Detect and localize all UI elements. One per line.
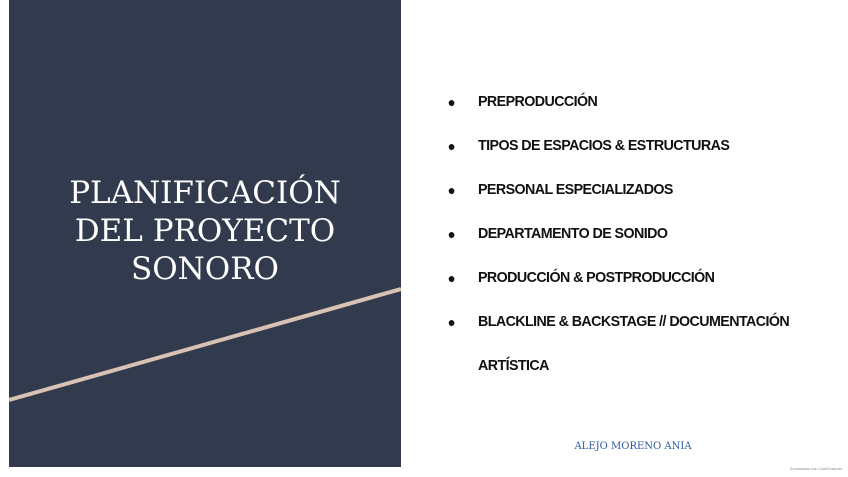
topic-item	[440, 300, 820, 388]
topic-label: BLACKLINE & BACKSTAGE // DOCUMENTACIÓN	[478, 313, 790, 330]
topic-item	[440, 80, 820, 124]
author-name: ALEJO MORENO ANIA	[574, 441, 692, 452]
title-line-2: DEL PROYECTO	[74, 213, 336, 249]
topic-label: PERSONAL ESPECIALIZADOS	[478, 181, 673, 198]
topic-label: PREPRODUCCIÓN	[478, 93, 598, 110]
slide-title	[9, 174, 401, 288]
topic-item	[440, 124, 820, 168]
bullet-icon: ●	[447, 226, 456, 242]
bullet-icon: ●	[447, 94, 456, 110]
topic-label: DEPARTAMENTO DE SONIDO	[478, 225, 668, 242]
topic-label: TIPOS DE ESPACIOS & ESTRUCTURAS	[478, 137, 730, 154]
title-line-3: SONORO	[131, 251, 279, 287]
topic-item	[440, 256, 820, 300]
topic-list	[440, 80, 840, 388]
topic-label-continuation: ARTÍSTICA	[478, 357, 549, 374]
bullet-icon: ●	[447, 270, 456, 286]
bullet-icon: ●	[447, 182, 456, 198]
scanner-watermark: Escaneado con CamScanner	[789, 466, 842, 471]
title-line-1: PLANIFICACIÓN	[69, 175, 341, 211]
topic-item	[440, 168, 820, 212]
bullet-icon: ●	[447, 314, 456, 330]
title-panel	[9, 0, 401, 467]
topic-item	[440, 212, 820, 256]
bullet-icon: ●	[447, 138, 456, 154]
topic-label: PRODUCCIÓN & POSTPRODUCCIÓN	[478, 269, 715, 286]
